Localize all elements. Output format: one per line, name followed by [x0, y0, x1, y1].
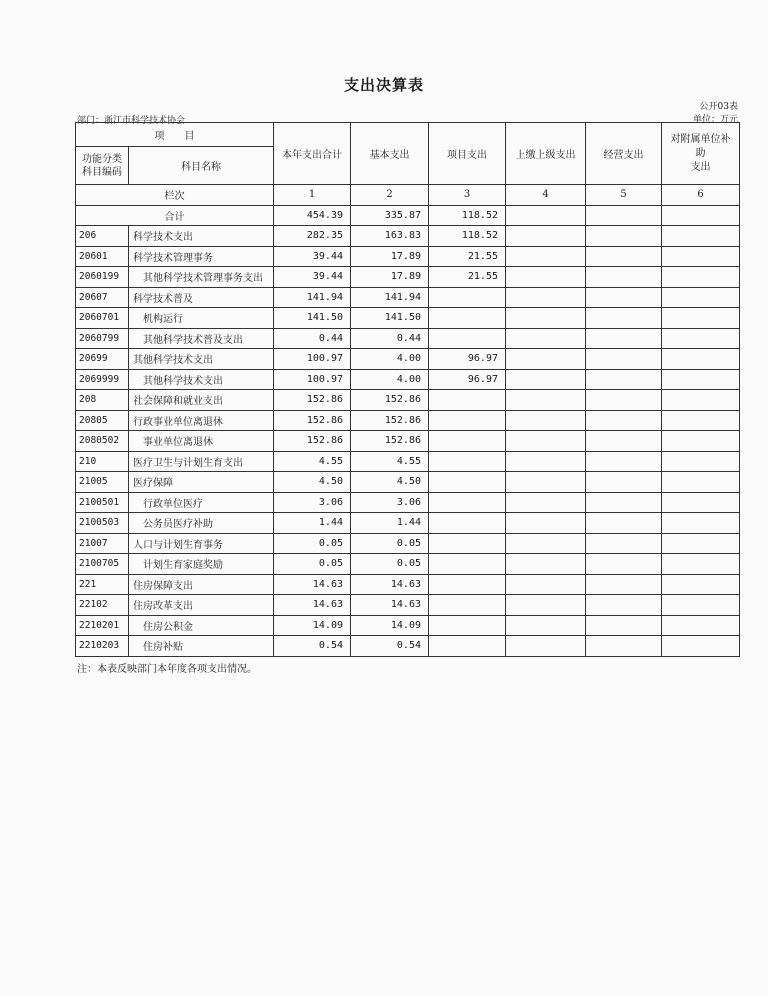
row-code: 2060799 [76, 328, 129, 349]
row-total: 100.97 [274, 349, 351, 370]
row-upper [506, 410, 586, 431]
row-business [586, 636, 662, 657]
row-subsidy [662, 492, 740, 513]
row-project [429, 615, 506, 636]
row-project [429, 431, 506, 452]
row-code: 22102 [76, 595, 129, 616]
row-project: 96.97 [429, 349, 506, 370]
row-total: 141.94 [274, 287, 351, 308]
row-business [586, 267, 662, 288]
column-index: 1 [274, 185, 351, 206]
row-name: 公务员医疗补助 [129, 513, 274, 534]
page-title: 支出决算表 [343, 76, 424, 94]
row-total: 14.63 [274, 595, 351, 616]
row-code: 2210201 [76, 615, 129, 636]
row-code: 2100503 [76, 513, 129, 534]
row-upper [506, 513, 586, 534]
footnote: 注：本表反映部门本年度各项支出情况。 [77, 664, 257, 675]
row-business [586, 349, 662, 370]
row-business [586, 492, 662, 513]
row-upper [506, 267, 586, 288]
row-project [429, 451, 506, 472]
row-project [429, 513, 506, 534]
row-business [586, 574, 662, 595]
row-total: 4.55 [274, 451, 351, 472]
row-subsidy [662, 513, 740, 534]
table-row [76, 492, 740, 513]
row-total: 14.09 [274, 615, 351, 636]
row-subsidy [662, 595, 740, 616]
sum-upper [506, 205, 586, 226]
row-basic: 141.94 [351, 287, 429, 308]
header-upper: 上缴上级支出 [506, 123, 586, 185]
row-upper [506, 390, 586, 411]
row-code: 20699 [76, 349, 129, 370]
row-subsidy [662, 328, 740, 349]
row-upper [506, 287, 586, 308]
row-business [586, 226, 662, 247]
row-name: 住房补贴 [129, 636, 274, 657]
row-total: 0.05 [274, 533, 351, 554]
row-business [586, 410, 662, 431]
row-basic: 0.05 [351, 533, 429, 554]
table-row [76, 513, 740, 534]
row-code: 208 [76, 390, 129, 411]
table-row [76, 451, 740, 472]
row-business [586, 287, 662, 308]
row-basic: 3.06 [351, 492, 429, 513]
row-basic: 17.89 [351, 267, 429, 288]
department-label: 部门：浙江市科学技术协会 [77, 116, 186, 126]
row-upper [506, 595, 586, 616]
expenditure-table [75, 122, 740, 657]
table-row [76, 246, 740, 267]
table-row [76, 554, 740, 575]
row-project: 21.55 [429, 267, 506, 288]
table-row [76, 369, 740, 390]
header-item: 项 目 [76, 123, 274, 147]
row-name: 住房保障支出 [129, 574, 274, 595]
header-code: 功能分类 科目编码 [76, 147, 129, 185]
row-total: 141.50 [274, 308, 351, 329]
row-subsidy [662, 431, 740, 452]
row-upper [506, 636, 586, 657]
row-total: 39.44 [274, 246, 351, 267]
table-row [76, 226, 740, 247]
row-name: 计划生育家庭奖励 [129, 554, 274, 575]
row-business [586, 595, 662, 616]
sum-label: 合计 [76, 205, 274, 226]
row-code: 2080502 [76, 431, 129, 452]
row-project [429, 308, 506, 329]
table-row [76, 574, 740, 595]
row-subsidy [662, 287, 740, 308]
row-subsidy [662, 267, 740, 288]
row-code: 20601 [76, 246, 129, 267]
row-subsidy [662, 636, 740, 657]
row-total: 152.86 [274, 431, 351, 452]
row-basic: 141.50 [351, 308, 429, 329]
row-upper [506, 533, 586, 554]
row-subsidy [662, 533, 740, 554]
row-project [429, 492, 506, 513]
row-project [429, 390, 506, 411]
header-subsidy: 对附属单位补助 支出 [662, 123, 740, 185]
row-upper [506, 369, 586, 390]
row-business [586, 451, 662, 472]
row-basic: 0.05 [351, 554, 429, 575]
table-row [76, 410, 740, 431]
table-row [76, 287, 740, 308]
table-row [76, 267, 740, 288]
row-name: 科学技术普及 [129, 287, 274, 308]
row-code: 2069999 [76, 369, 129, 390]
row-name: 科学技术管理事务 [129, 246, 274, 267]
row-upper [506, 574, 586, 595]
row-subsidy [662, 574, 740, 595]
row-basic: 1.44 [351, 513, 429, 534]
row-business [586, 533, 662, 554]
row-total: 0.44 [274, 328, 351, 349]
row-upper [506, 246, 586, 267]
row-business [586, 369, 662, 390]
column-index: 2 [351, 185, 429, 206]
row-upper [506, 328, 586, 349]
row-total: 14.63 [274, 574, 351, 595]
row-name: 事业单位离退休 [129, 431, 274, 452]
row-subsidy [662, 472, 740, 493]
row-total: 3.06 [274, 492, 351, 513]
row-name: 机构运行 [129, 308, 274, 329]
row-subsidy [662, 226, 740, 247]
row-name: 医疗卫生与计划生育支出 [129, 451, 274, 472]
row-basic: 4.00 [351, 369, 429, 390]
row-total: 1.44 [274, 513, 351, 534]
row-upper [506, 492, 586, 513]
sum-project: 118.52 [429, 205, 506, 226]
row-basic: 17.89 [351, 246, 429, 267]
row-code: 2100501 [76, 492, 129, 513]
sum-row [76, 205, 740, 226]
row-upper [506, 615, 586, 636]
row-project [429, 595, 506, 616]
table-row [76, 431, 740, 452]
column-index: 3 [429, 185, 506, 206]
table-row [76, 308, 740, 329]
row-project: 21.55 [429, 246, 506, 267]
column-index-row [76, 185, 740, 206]
form-number: 公开03表 [699, 102, 738, 112]
table-row [76, 472, 740, 493]
row-code: 210 [76, 451, 129, 472]
row-total: 282.35 [274, 226, 351, 247]
table-row [76, 636, 740, 657]
row-subsidy [662, 615, 740, 636]
row-project: 118.52 [429, 226, 506, 247]
column-index: 5 [586, 185, 662, 206]
row-business [586, 513, 662, 534]
row-total: 0.54 [274, 636, 351, 657]
row-business [586, 390, 662, 411]
row-basic: 0.54 [351, 636, 429, 657]
row-upper [506, 308, 586, 329]
row-basic: 152.86 [351, 390, 429, 411]
row-project [429, 636, 506, 657]
unit-label: 单位：万元 [692, 115, 738, 125]
row-project [429, 533, 506, 554]
row-name: 行政事业单位离退休 [129, 410, 274, 431]
row-total: 152.86 [274, 410, 351, 431]
table-row [76, 595, 740, 616]
row-total: 100.97 [274, 369, 351, 390]
row-name: 其他科学技术支出 [129, 369, 274, 390]
row-basic: 4.55 [351, 451, 429, 472]
row-project [429, 287, 506, 308]
row-basic: 4.50 [351, 472, 429, 493]
table-row [76, 349, 740, 370]
row-business [586, 615, 662, 636]
table-row [76, 328, 740, 349]
row-basic: 14.09 [351, 615, 429, 636]
row-business [586, 308, 662, 329]
row-basic: 152.86 [351, 410, 429, 431]
row-business [586, 554, 662, 575]
row-total: 0.05 [274, 554, 351, 575]
row-total: 152.86 [274, 390, 351, 411]
row-upper [506, 226, 586, 247]
row-name: 住房改革支出 [129, 595, 274, 616]
row-code: 2060701 [76, 308, 129, 329]
row-subsidy [662, 451, 740, 472]
column-index: 6 [662, 185, 740, 206]
row-name: 人口与计划生育事务 [129, 533, 274, 554]
row-project [429, 554, 506, 575]
row-basic: 14.63 [351, 595, 429, 616]
row-basic: 163.83 [351, 226, 429, 247]
row-code: 206 [76, 226, 129, 247]
table-row [76, 615, 740, 636]
sum-total: 454.39 [274, 205, 351, 226]
row-total: 39.44 [274, 267, 351, 288]
row-subsidy [662, 308, 740, 329]
row-project [429, 410, 506, 431]
row-name: 住房公积金 [129, 615, 274, 636]
row-code: 20607 [76, 287, 129, 308]
column-index-label: 栏次 [76, 185, 274, 206]
row-subsidy [662, 554, 740, 575]
row-subsidy [662, 410, 740, 431]
row-business [586, 328, 662, 349]
row-subsidy [662, 246, 740, 267]
header-business: 经营支出 [586, 123, 662, 185]
row-business [586, 431, 662, 452]
row-total: 4.50 [274, 472, 351, 493]
row-business [586, 472, 662, 493]
header-basic: 基本支出 [351, 123, 429, 185]
header-project: 项目支出 [429, 123, 506, 185]
row-basic: 0.44 [351, 328, 429, 349]
row-project [429, 472, 506, 493]
sum-subsidy [662, 205, 740, 226]
table-row [76, 533, 740, 554]
row-name: 其他科学技术普及支出 [129, 328, 274, 349]
row-upper [506, 472, 586, 493]
row-code: 2100705 [76, 554, 129, 575]
row-basic: 4.00 [351, 349, 429, 370]
row-project [429, 574, 506, 595]
row-subsidy [662, 349, 740, 370]
row-code: 2060199 [76, 267, 129, 288]
row-upper [506, 554, 586, 575]
row-subsidy [662, 390, 740, 411]
sum-business [586, 205, 662, 226]
row-code: 21007 [76, 533, 129, 554]
row-name: 其他科学技术支出 [129, 349, 274, 370]
row-name: 其他科学技术管理事务支出 [129, 267, 274, 288]
row-code: 20805 [76, 410, 129, 431]
table-row [76, 390, 740, 411]
row-upper [506, 431, 586, 452]
row-upper [506, 451, 586, 472]
column-index: 4 [506, 185, 586, 206]
row-name: 社会保障和就业支出 [129, 390, 274, 411]
row-upper [506, 349, 586, 370]
row-business [586, 246, 662, 267]
row-subsidy [662, 369, 740, 390]
sum-basic: 335.87 [351, 205, 429, 226]
header-total: 本年支出合计 [274, 123, 351, 185]
row-code: 221 [76, 574, 129, 595]
row-name: 科学技术支出 [129, 226, 274, 247]
row-name: 行政单位医疗 [129, 492, 274, 513]
header-name: 科目名称 [129, 147, 274, 185]
row-code: 21005 [76, 472, 129, 493]
row-project: 96.97 [429, 369, 506, 390]
row-code: 2210203 [76, 636, 129, 657]
row-project [429, 328, 506, 349]
row-basic: 152.86 [351, 431, 429, 452]
row-name: 医疗保障 [129, 472, 274, 493]
row-basic: 14.63 [351, 574, 429, 595]
